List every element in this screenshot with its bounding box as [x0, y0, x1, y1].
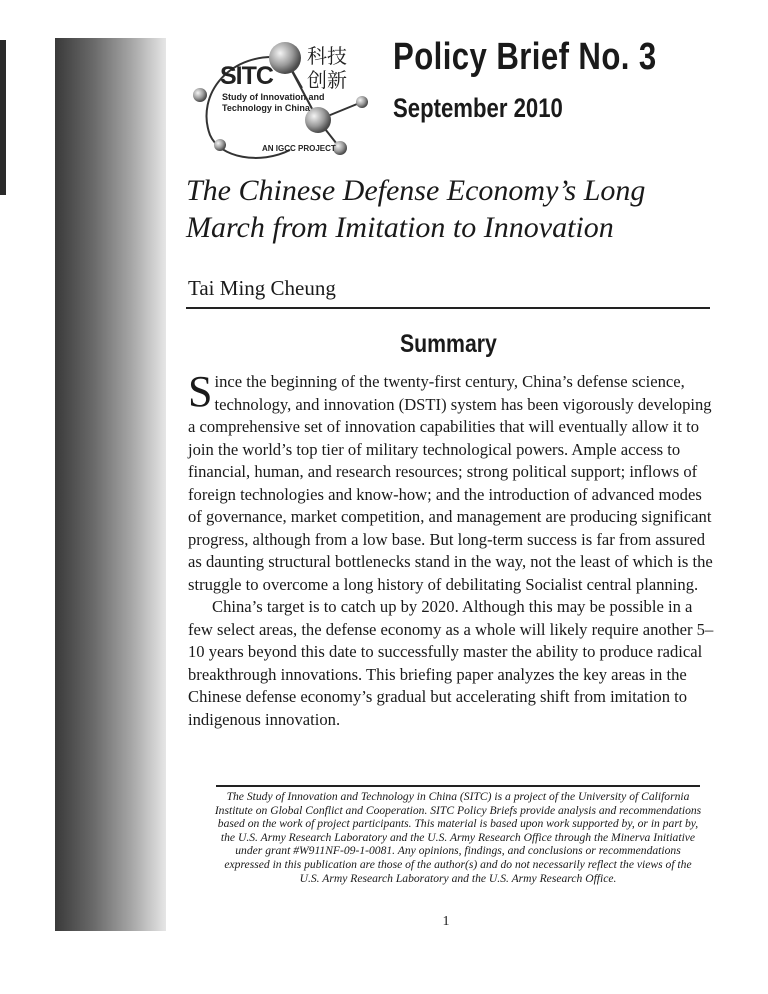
- footnote: The Study of Innovation and Technology in China (SITC) is a project of the University of California Institute on Global Conflict and Cooperation. SITC Policy Briefs provide analysis and recommendations based on the work of project participants. This material is based upon work supported by, or in part by, the U.S. Army Research Laboratory and the U.S. Army Research Office through the Minerva Initiative under grant #W911NF-09-1-0081. Any opinions, findings, and conclusions or recommendations expressed in this publication are those of the author(s) and do not necessarily reflect the views of the U.S. Army Research Laboratory and the U.S. Army Research Office.: [214, 790, 702, 885]
- document-title: The Chinese Defense Economy’s Long March from Imitation to Innovation: [186, 174, 646, 244]
- author-name: Tai Ming Cheung: [188, 276, 336, 300]
- policy-brief-date: September 2010: [393, 93, 563, 123]
- policy-brief-number: Policy Brief No. 3: [393, 36, 657, 78]
- logo-acronym: SITC: [220, 62, 273, 90]
- summary-body: [188, 367, 716, 731]
- left-edge-mark: [0, 40, 6, 195]
- summary-paragraph-2: China’s target is to catch up by 2020. Although this may be possible in a few select areas, the defense economy as a whole will likely require another 5–10 years beyond this date to successfully master the ability to produce radical breakthrough innovations. This briefing paper analyzes the key areas in the Chinese defense economy’s gradual but accelerating shift from imitation to indigenous innovation.: [188, 597, 714, 729]
- gradient-sidebar: [55, 38, 166, 931]
- sitc-logo: [190, 40, 380, 170]
- footnote-divider: [216, 785, 700, 787]
- summary-paragraph-1-text: ince the beginning of the twenty-first century, China’s defense science, technology, and innovation (DSTI) system has been vigorously developing a comprehensive set of innovation capabilities that will eventually allow it to join the world’s top tier of military technological powers. Ample access to financial, human, and research resources; strong political support; inflows of foreign technologies and know-how; and the introduction of advanced modes of governance, market competition, and management are producing significant progress, although from a low base. But long-term success is far from assured as daunting structural bottlenecks stand in the way, not the least of which is the struggle to overcome a long history of debilitating Socialist central planning.: [188, 372, 713, 594]
- drop-cap: S: [188, 367, 213, 416]
- header-divider: [186, 307, 710, 309]
- page-number: 1: [442, 914, 450, 929]
- logo-chinese-text: 科技 创新: [307, 44, 347, 92]
- summary-heading: Summary: [400, 330, 497, 358]
- summary-paragraph-1: [188, 367, 716, 596]
- logo-subtitle: Study of Innovation and Technology in China: [222, 92, 325, 113]
- logo-tagline: AN IGCC PROJECT: [262, 144, 336, 153]
